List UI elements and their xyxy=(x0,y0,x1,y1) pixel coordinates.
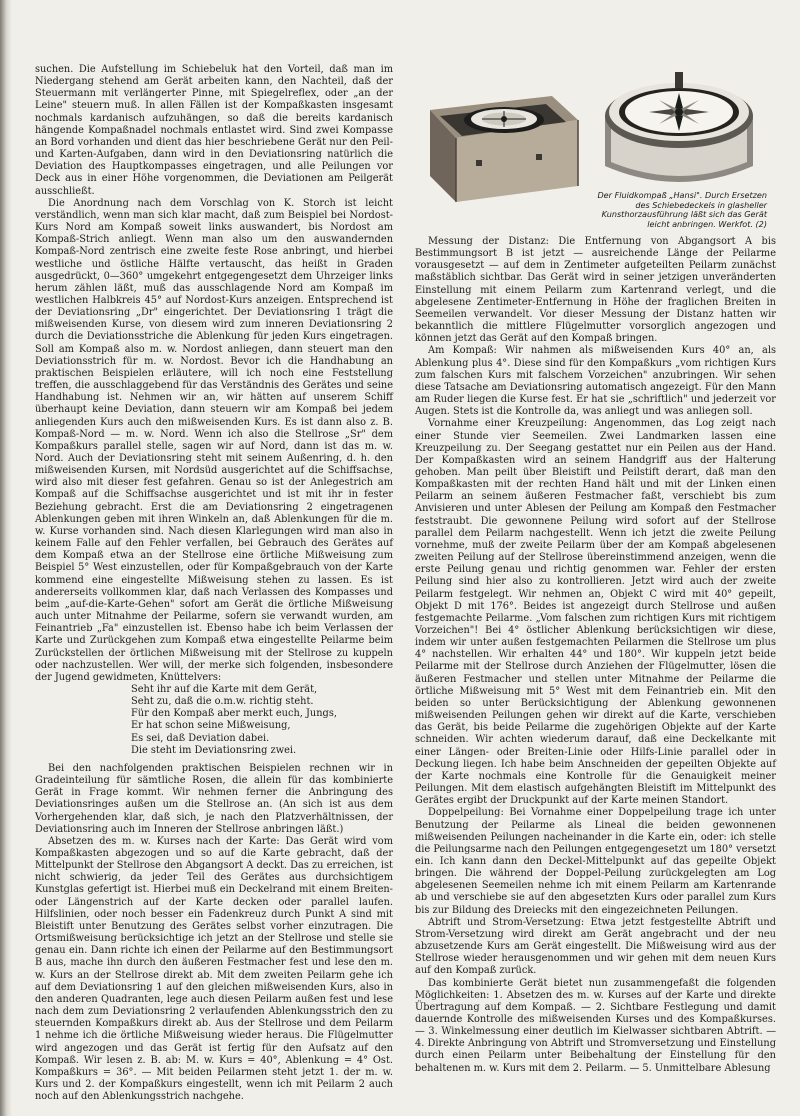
poem-line: Seht zu, daß die o.m.w. richtig steht. xyxy=(131,696,314,708)
poem-line: Es sei, daß Deviation dabei. xyxy=(131,732,270,744)
poem-line: Seht ihr auf die Karte mit dem Gerät, xyxy=(131,683,318,695)
paragraph: Bei den nachfolgenden praktischen Beispielen rechnen wir in Gradeinteilung für sämtliche Rosen, die allein für das kombinierte Gerät in Frage kommt. Wir nehmen ferner die Anbringung des Deviationsringes außen um die Stellrose an. (An sich ist aus dem Vorhergehenden klar, daß sich, je nach den Platzverhältnissen, der Deviationsring auch im Inneren der Stellrose anbringen läßt.) xyxy=(35,762,393,835)
paragraph: Vornahme einer Kreuzpeilung: Angenommen, das Log zeigt nach einer Stunde vier Seemeilen. Zwei Landmarken lassen eine Kreuzpeilung zu. Der Seegang gestattet nur ein Peilen aus der Hand. Der Kompaßkasten wird an seinem Handgriff aus der Halterung gehoben. Man peilt über Bleistift und Peilstift derart, daß man den Kompaßkasten mit der rechten Hand hält und mit der Linken einen Peilarm an seinem äußeren Festmacher faßt, verschiebt bis zum Anvisieren und unter Ablesen der Peilung am Kompaß den Festmacher feststraubt. Die gewonnene Peilung wird sofort auf der Stellrose parallel dem Peilarm nachgestellt. Wenn ich jetzt die zweite Peilung vornehme, muß der zweite Peilarm über der am Kompaß abgelesenen zweiten Peilung auf der Stellrose übereinstimmend anzeigen, wenn die erste Peilung genau und richtig genommen war. Fehler der ersten Peilung sind hier also zu kontrollieren. Jetzt wird auch der zweite Peilarm festgelegt. Wir nehmen an, Objekt C wird mit 40° gepeilt, Objekt D mit 176°. Beides ist angezeigt durch Stellrose und außen festgemachte Peilarme. „Vom falschen zum richtigen Kurs mit richtigem Vorzeichen"! Bei 4° östlicher Ablenkung berücksichtigen wir diese, indem wir unter außen festgemachten Peilarmen die Stellrose um plus 4° nachstellen. Wir erhalten 44° und 180°. Wir kuppeln jetzt beide Peilarme mit der Stellrose durch Anziehen der Flügelmutter, lösen die äußeren Festmacher und stellen unter Mitnahme der Peilarme die örtliche Mißweisung mit 5° West mit dem Feinantrieb ein. Mit den beiden so unter Berücksichtigung der Ablenkung gewonnenen mißweisenden Peilungen gehen wir direkt auf die Karte, verschieben das Gerät, bis beide Peilarme die zugehörigen Objekte auf der Karte schneiden. Wir achten wiederum darauf, daß eine Deckelkante mit einer Längen- oder Breiten-Linie oder Hilfs-Linie parallel oder in Deckung liegen. Ich habe beim Anschneiden der gepeilten Objekte auf der Karte nochmals eine Kontrolle für die Genauigkeit meiner Peilungen. Mit dem elastisch aufgehängten Bleistift im Mittelpunkt des Gerätes ergibt der Druckpunkt auf der Karte meinen Standort. xyxy=(415,418,776,807)
poem-line: Er hat schon seine Mißweisung, xyxy=(131,720,291,732)
paragraph: suchen. Die Aufstellung im Schiebeluk hat den Vorteil, daß man im Niedergang stehend am Gerät arbeiten kann, den Nachteil, daß der Steuermann mit verlängerter Pinne, mit Spiegelreflex, oder „an der Leine" steuern muß. In allen Fällen ist der Kompaßkasten insgesamt nochmals kardanisch aufzuhängen, so daß die bereits kardanisch hängende Kompaßnadel nochmals entlastet wird. Sind zwei Kompasse an Bord vorhanden und dient das hier beschriebene Gerät nur den Peil- und Karten-Aufgaben, dann wird in den Deviationsring natürlich die Deviation des Hauptkompasses eingetragen, und alle Peilungen vor Deck aus in einer Höhe vorgenommen, die Deviationen am Peilgerät ausschließt. xyxy=(35,64,393,197)
paragraph: Doppelpeilung: Bei Vornahme einer Doppelpeilung trage ich unter Benutzung der Peilarme als Lineal die beiden gewonnenen mißweisenden Peilungen nacheinander in die Karte ein, oder: ich stelle die Peilungsarme nach den Peilungen entgegengesetzt um 180° versetzt ein. Ich kann dann den Deckel-Mittelpunkt auf das gepeilte Objekt bringen. Die während der Doppel-Peilung zurückgelegten am Log abgelesenen Seemeilen nehme ich mit einem Peilarm am Kartenrande ab und verschiebe sie auf den abgesetzten Kurs oder parallel zum Kurs bis zur Bildung des Dreiecks mit den eingezeichneten Peilungen. xyxy=(415,807,776,916)
paragraph: Messung der Distanz: Die Entfernung von Abgangsort A bis Bestimmungsort B ist jetzt — ausreichende Länge der Peilarme vorausgesetzt — auf dem in Zentimeter aufgeteilten Peilarm zunächst maßstäblich sichtbar. Das Gerät wird in seiner jetzigen unveränderten Einstellung mit einem Peilarm zum Kartenrand verlegt, und die abgelesene Zentimeter-Entfernung in Höhe der fraglichen Breiten in Seemeilen verwandelt. Vor dieser Messung der Distanz hatten wir bekanntlich die mittlere Flügelmutter vorsorglich angezogen und können jetzt das Gerät auf den Kompaß bringen. xyxy=(415,236,776,345)
paragraph: Das kombinierte Gerät bietet nun zusammengefaßt die folgenden Möglichkeiten: 1. Absetzen des m. w. Kurses auf der Karte und direkte Übertragung auf dem Kompaß. — 2. Sichtbare Festlegung und damit dauernde Kontrolle des mißweisenden Kurses und des Kompaßkurses. — 3. Winkelmessung einer deutlich im Kielwasser sichtbaren Abtrift. — 4. Direkte Anbringung von Abtrift und Stromversetzung und Einstellung durch einen Peilarm unter Beibehaltung der Einstellung für den behaltenen m. w. Kurs mit dem 2. Peilarm. — 5. Unmittelbare Ablesung xyxy=(415,977,776,1074)
figure-caption: Der Fluidkompaß „Hansi". Durch Ersetzen des Schiebedeckels in glasheller Kunsthorzausführung läßt sich das Gerät leicht anbringen. Werkfot. (2) xyxy=(597,190,767,229)
paragraph: Die Anordnung nach dem Vorschlag von K. Storch ist leicht verständlich, wenn man sich klar macht, daß zum Beispiel bei Nordost-Kurs Nord am Kompaß soweit links auswandert, bis Nordost am Kompaß-Strich anliegt. Wenn man also um den auswandernden Kompaß-Nord zentrisch eine zweite feste Rose anbringt, und hierbei westliche und östliche Hälfte vertauscht, das heißt in Graden ausgedrückt, 0—360° umgekehrt entgegengesetzt dem Uhrzeiger links herum zählen läßt, muß das ausschlagende Nord am Kompaß im westlichen Halbkreis 45° auf Nordost-Kurs anzeigen. Entsprechend ist der Deviationsring „Dr" eingerichtet. Der Deviationsring 1 trägt die mißweisenden Kurse, von diesem wird zum inneren Deviationsring 2 durch die Deviationsstriche die Ablenkung für jeden Kurs eingetragen. Soll am Kompaß also m. w. Nordost anliegen, dann steuert man den Deviationsstrich für m. w. Nordost. Bevor ich die Handhabung an praktischen Beispielen erläutere, will ich noch eine Feststellung treffen, die ausschlaggebend für das Verständnis des Gerätes und seine Handhabung ist. Nehmen wir an, wir hätten auf unserem Schiff überhaupt keine Deviation, dann steuern wir am Kompaß bei jedem anliegenden Kurs auch den mißweisenden Kurs. Es ist dann also z. B. Kompaß-Nord — m. w. Nord. Wenn ich also die Stellrose „Sr" dem Kompaßkurs parallel stelle, sagen wir auf Nord, dann ist das m. w. Nord. Auch der Deviationsring steht mit seinem Außenring, d. h. den mißweisenden Kursen, mit Nordsüd ausgerichtet auf die Schiffsachse, wird also mit dieser fest gefahren. Genau so ist der Anlegestrich am Kompaß auf die Schiffsachse ausgerichtet und ist mit ihr in fester Beziehung gebracht. Erst die am Deviationsring 2 eingetragenen Ablenkungen geben mit ihren Winkeln an, daß Ablenkungen für die m. w. Kurse vorhanden sind. Nach diesen Klarlegungen wird man also in keinem Falle auf den Fehler verfallen, bei Gebrauch des Gerätes auf dem Kompaß etwa an der Stellrose eine örtliche Mißweisung zum Beispiel 5° West einzustellen, oder für Kompaßgebrauch von der Karte kommend eine eingestellte Mißweisung stehen zu lassen. Es ist andererseits vollkommen klar, daß nach Verlassen des Kompasses und beim „auf-die-Karte-Gehen" sofort am Gerät die örtliche Mißweisung auch unter Mitnahme der Peilarme, sofern sie verwandt wurden, am Feinantrieb „Fa" einzustellen ist. Ebenso habe ich beim Verlassen der Karte und Zurückgehen zum Kompaß etwa eingestellte Peilarme beim Zurückstellen der örtlichen Mißweisung mit der Stellrose zu kuppeln oder nachzustellen. Wer will, der merke sich folgenden, insbesondere der Jugend gewidmeten, Knüttelvers: xyxy=(35,197,393,683)
paragraph: Absetzen des m. w. Kurses nach der Karte: Das Gerät wird vom Kompaßkasten abgezogen und so auf die Karte gebracht, daß der Mittelpunkt der Stellrose den Abgangsort A deckt. Das zu erreichen, ist nicht schwierig, da jeder Teil des Gerätes aus durchsichtigem Kunstglas gefertigt ist. Hierbei muß ein Deckelrand mit einem Breiten- oder Längenstrich auf der Karte decken oder parallel laufen. Hilfslinien, oder noch besser ein Fadenkreuz durch Punkt A sind mit Bleistift unter Benutzung des Gerätes selbst vorher einzutragen. Die Ortsmißweisung berücksichtige ich jetzt an der Stellrose und stelle sie genau ein. Dann richte ich einen der Peilarme auf den Bestimmungsort B aus, mache ihn durch den äußeren Festmacher fest und lese den m. w. Kurs an der Stellrose direkt ab. Mit dem zweiten Peilarm gehe ich auf dem Deviationsring 1 auf den gleichen mißweisenden Kurs, also in den anderen Quadranten, lege auch diesen Peilarm außen fest und lese nach dem zum Deviationsring 2 verlaufenden Ablenkungsstrich den zu steuernden Kompaßkurs direkt ab. Aus der Stellrose und dem Peilarm 1 nehme ich die örtliche Mißweisung wieder heraus. Die Flügelmutter wird angezogen und das Gerät ist fertig für den Aufsatz auf den Kompaß. Wir lesen z. B. ab: M. w. Kurs = 40°, Ablenkung = 4° Ost. Kompaßkurs = 36°. — Mit beiden Peilarmen steht jetzt 1. der m. w. Kurs und 2. der Kompaßkurs eingestellt, wenn ich mit Peilarm 2 auch noch auf den Ablenkungsstrich nachgehe. xyxy=(35,835,393,1103)
poem-line: Für den Kompaß aber merkt euch, Jungs, xyxy=(131,708,337,720)
paragraph: Abtrift und Strom-Versetzung: Etwa jetzt festgestellte Abtrift und Strom-Versetzung wird direkt am Gerät angebracht und der neu abzusetzende Kurs am Gerät eingestellt. Die Mißweisung wird aus der Stellrose wieder herausgenommen und wir gehen mit dem neuen Kurs auf den Kompaß zurück. xyxy=(415,916,776,977)
paragraph: Am Kompaß: Wir nahmen als mißweisenden Kurs 40° an, als Ablenkung plus 4°. Diese sind für den Kompaßkurs „vom richtigen Kurs zum falschen Kurs mit falschem Vorzeichen" anzubringen. Wir sehen diese Tatsache am Deviationsring automatisch angezeigt. Für den Mann am Ruder liegen die Kurse fest. Er hat sie „schriftlich" und jederzeit vor Augen. Stets ist die Kontrolle da, was anliegt und was anliegen soll. xyxy=(415,345,776,418)
book-spine-shadow xyxy=(0,0,12,1116)
poem-verse xyxy=(131,684,393,757)
left-text-column xyxy=(35,64,393,1103)
compass-box-photo xyxy=(416,90,584,210)
poem-line: Die steht im Deviationsring zwei. xyxy=(131,744,297,756)
right-text-column xyxy=(415,236,776,1075)
